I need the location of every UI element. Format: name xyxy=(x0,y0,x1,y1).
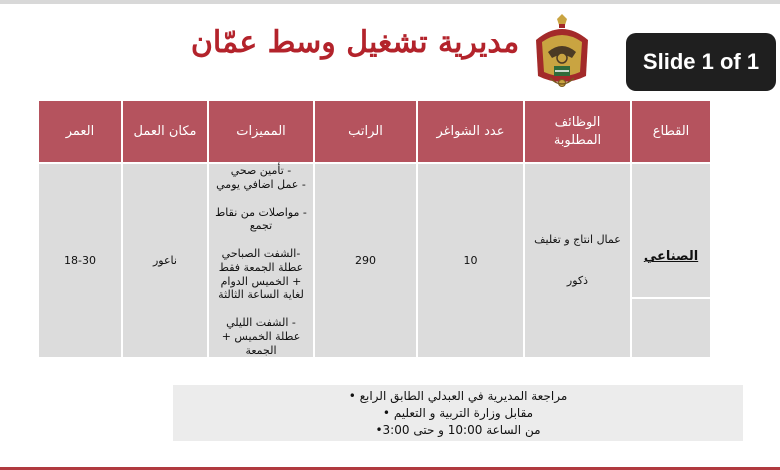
cell-sector xyxy=(631,163,711,298)
cell-location: ناعور xyxy=(122,163,208,358)
page-title: مديرية تشغيل وسط عمّان xyxy=(190,25,520,60)
slide-indicator-badge: Slide 1 of 1 xyxy=(626,33,776,91)
cell-salary: 290 xyxy=(314,163,417,358)
benefit-item: -الشفت الصباحي عطلة الجمعة فقط + الخميس الدوام لغاية الساعة الثالثة xyxy=(218,247,304,302)
note-line: من الساعة 10:00 و حتى 3:00• xyxy=(375,423,541,437)
cell-jobs xyxy=(524,163,631,358)
sector-label: الصناعي xyxy=(643,249,699,265)
benefit-item: - تأمين صحي xyxy=(230,164,292,177)
benefit-item: - الشفت الليلي عطلة الخميس + الجمعة xyxy=(221,316,301,357)
jobs-gender: ذكور xyxy=(566,273,589,287)
benefit-item: - عمل اضافي يومي xyxy=(216,177,306,191)
benefit-item: - مواصلات من نقاط تجمع xyxy=(215,205,307,233)
note-line: مراجعة المديرية في العبدلي الطابق الرابع • xyxy=(348,389,568,403)
header-location: مكان العمل xyxy=(122,100,208,163)
cell-benefits xyxy=(208,163,314,358)
jobs-table xyxy=(37,99,712,359)
header-salary: الراتب xyxy=(314,100,417,163)
header-sector: القطاع xyxy=(631,100,711,163)
header-vacancies: عدد الشواغر xyxy=(417,100,524,163)
header-benefits: المميزات xyxy=(208,100,314,163)
note-line: مقابل وزارة التربية و التعليم • xyxy=(382,406,534,420)
cell-age: 18-30 xyxy=(38,163,122,358)
table-header-row xyxy=(38,100,711,163)
cell-sector-empty xyxy=(631,298,711,358)
table-row xyxy=(38,163,711,298)
jordan-coat-of-arms-icon xyxy=(528,14,596,94)
header-age: العمر xyxy=(38,100,122,163)
top-border xyxy=(0,0,780,4)
header-jobs: الوظائف المطلوبة xyxy=(524,100,631,163)
cell-vacancies: 10 xyxy=(417,163,524,358)
contact-note xyxy=(173,385,743,441)
jobs-title: عمال انتاج و تغليف xyxy=(534,233,621,247)
